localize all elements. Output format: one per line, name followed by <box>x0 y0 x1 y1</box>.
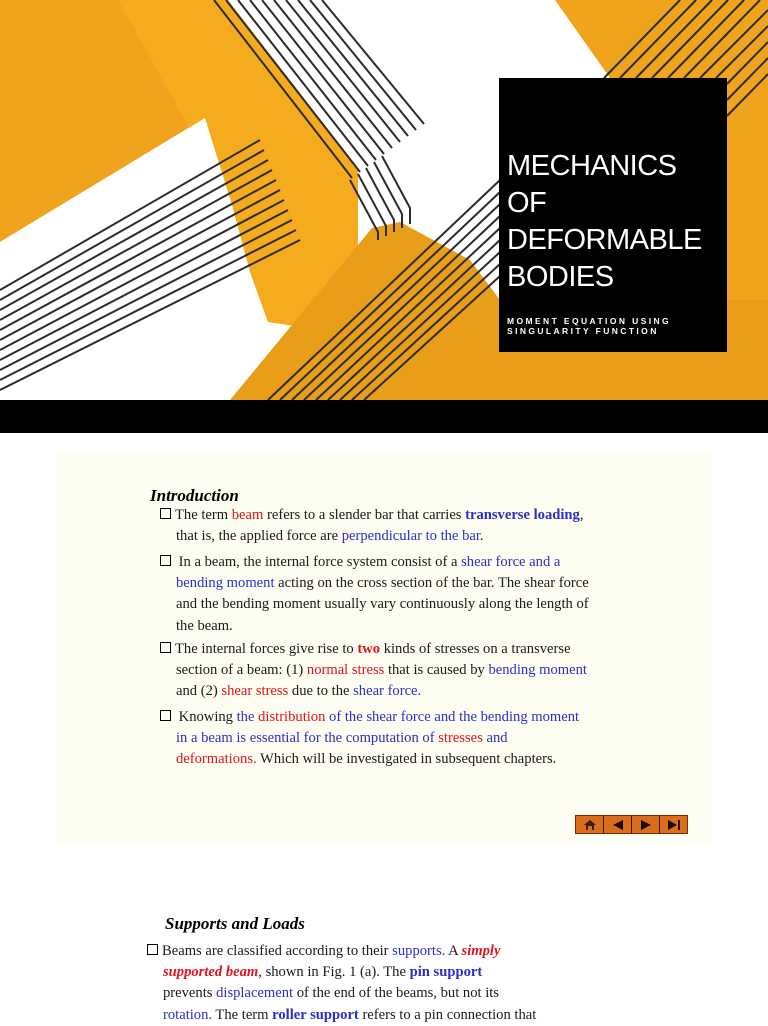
introduction-slide <box>57 453 712 845</box>
cover-slide <box>0 0 768 400</box>
next-button[interactable] <box>632 816 660 833</box>
cover-title-line: MECHANICS OF <box>507 150 677 219</box>
intro-bullet-2: In a beam, the internal force system consist of a shear force and a bending moment acting on the cross section of the bar. The shear force and the bending moment usually vary continuously along the length of the beam. <box>160 552 589 637</box>
checkbox-bullet-icon <box>160 642 171 653</box>
previous-button[interactable] <box>604 816 632 833</box>
cover-subtitle-line: SINGULARITY FUNCTION <box>507 326 659 336</box>
intro-bullet-3: The internal forces give rise to two kinds of stresses on a transverse section of a beam: (1) normal stress that is caused by bending moment and (2) shear stress due to the shear force. <box>160 639 587 703</box>
cover-title <box>507 148 719 296</box>
intro-bullet-4: Knowing the distribution of the shear force and the bending moment in a beam is essential for the computation of stresses and deformations. Which will be investigated in subsequent chapters. <box>160 707 579 771</box>
checkbox-bullet-icon <box>160 555 171 566</box>
introduction-heading: Introduction <box>150 486 239 505</box>
slide-separator <box>0 400 768 433</box>
checkbox-bullet-icon <box>147 944 158 955</box>
last-icon <box>666 819 682 831</box>
supports-heading: Supports and Loads <box>165 914 305 933</box>
cover-title-line: BODIES <box>507 261 614 293</box>
checkbox-bullet-icon <box>160 710 171 721</box>
slide-navigation <box>575 815 688 834</box>
cover-subtitle-line: MOMENT EQUATION USING <box>507 316 672 326</box>
supports-bullet-1: Beams are classified according to their supports. A simply supported beam, shown in Fig. 1 (a). The pin support prevents displacement of the end of the beams, but not its rotation. The term roller support refers to a pin connection that <box>147 941 536 1026</box>
intro-bullet-1: The term beam refers to a slender bar that carries transverse loading, that is, the applied force are perpendicular to the bar. <box>160 505 584 547</box>
checkbox-bullet-icon <box>160 508 171 519</box>
home-icon <box>583 819 597 831</box>
cover-subtitle <box>507 316 719 336</box>
previous-icon <box>611 819 625 831</box>
title-box <box>499 78 727 352</box>
cover-title-line: DEFORMABLE <box>507 224 702 256</box>
home-button[interactable] <box>576 816 604 833</box>
next-icon <box>639 819 653 831</box>
last-button[interactable] <box>660 816 687 833</box>
